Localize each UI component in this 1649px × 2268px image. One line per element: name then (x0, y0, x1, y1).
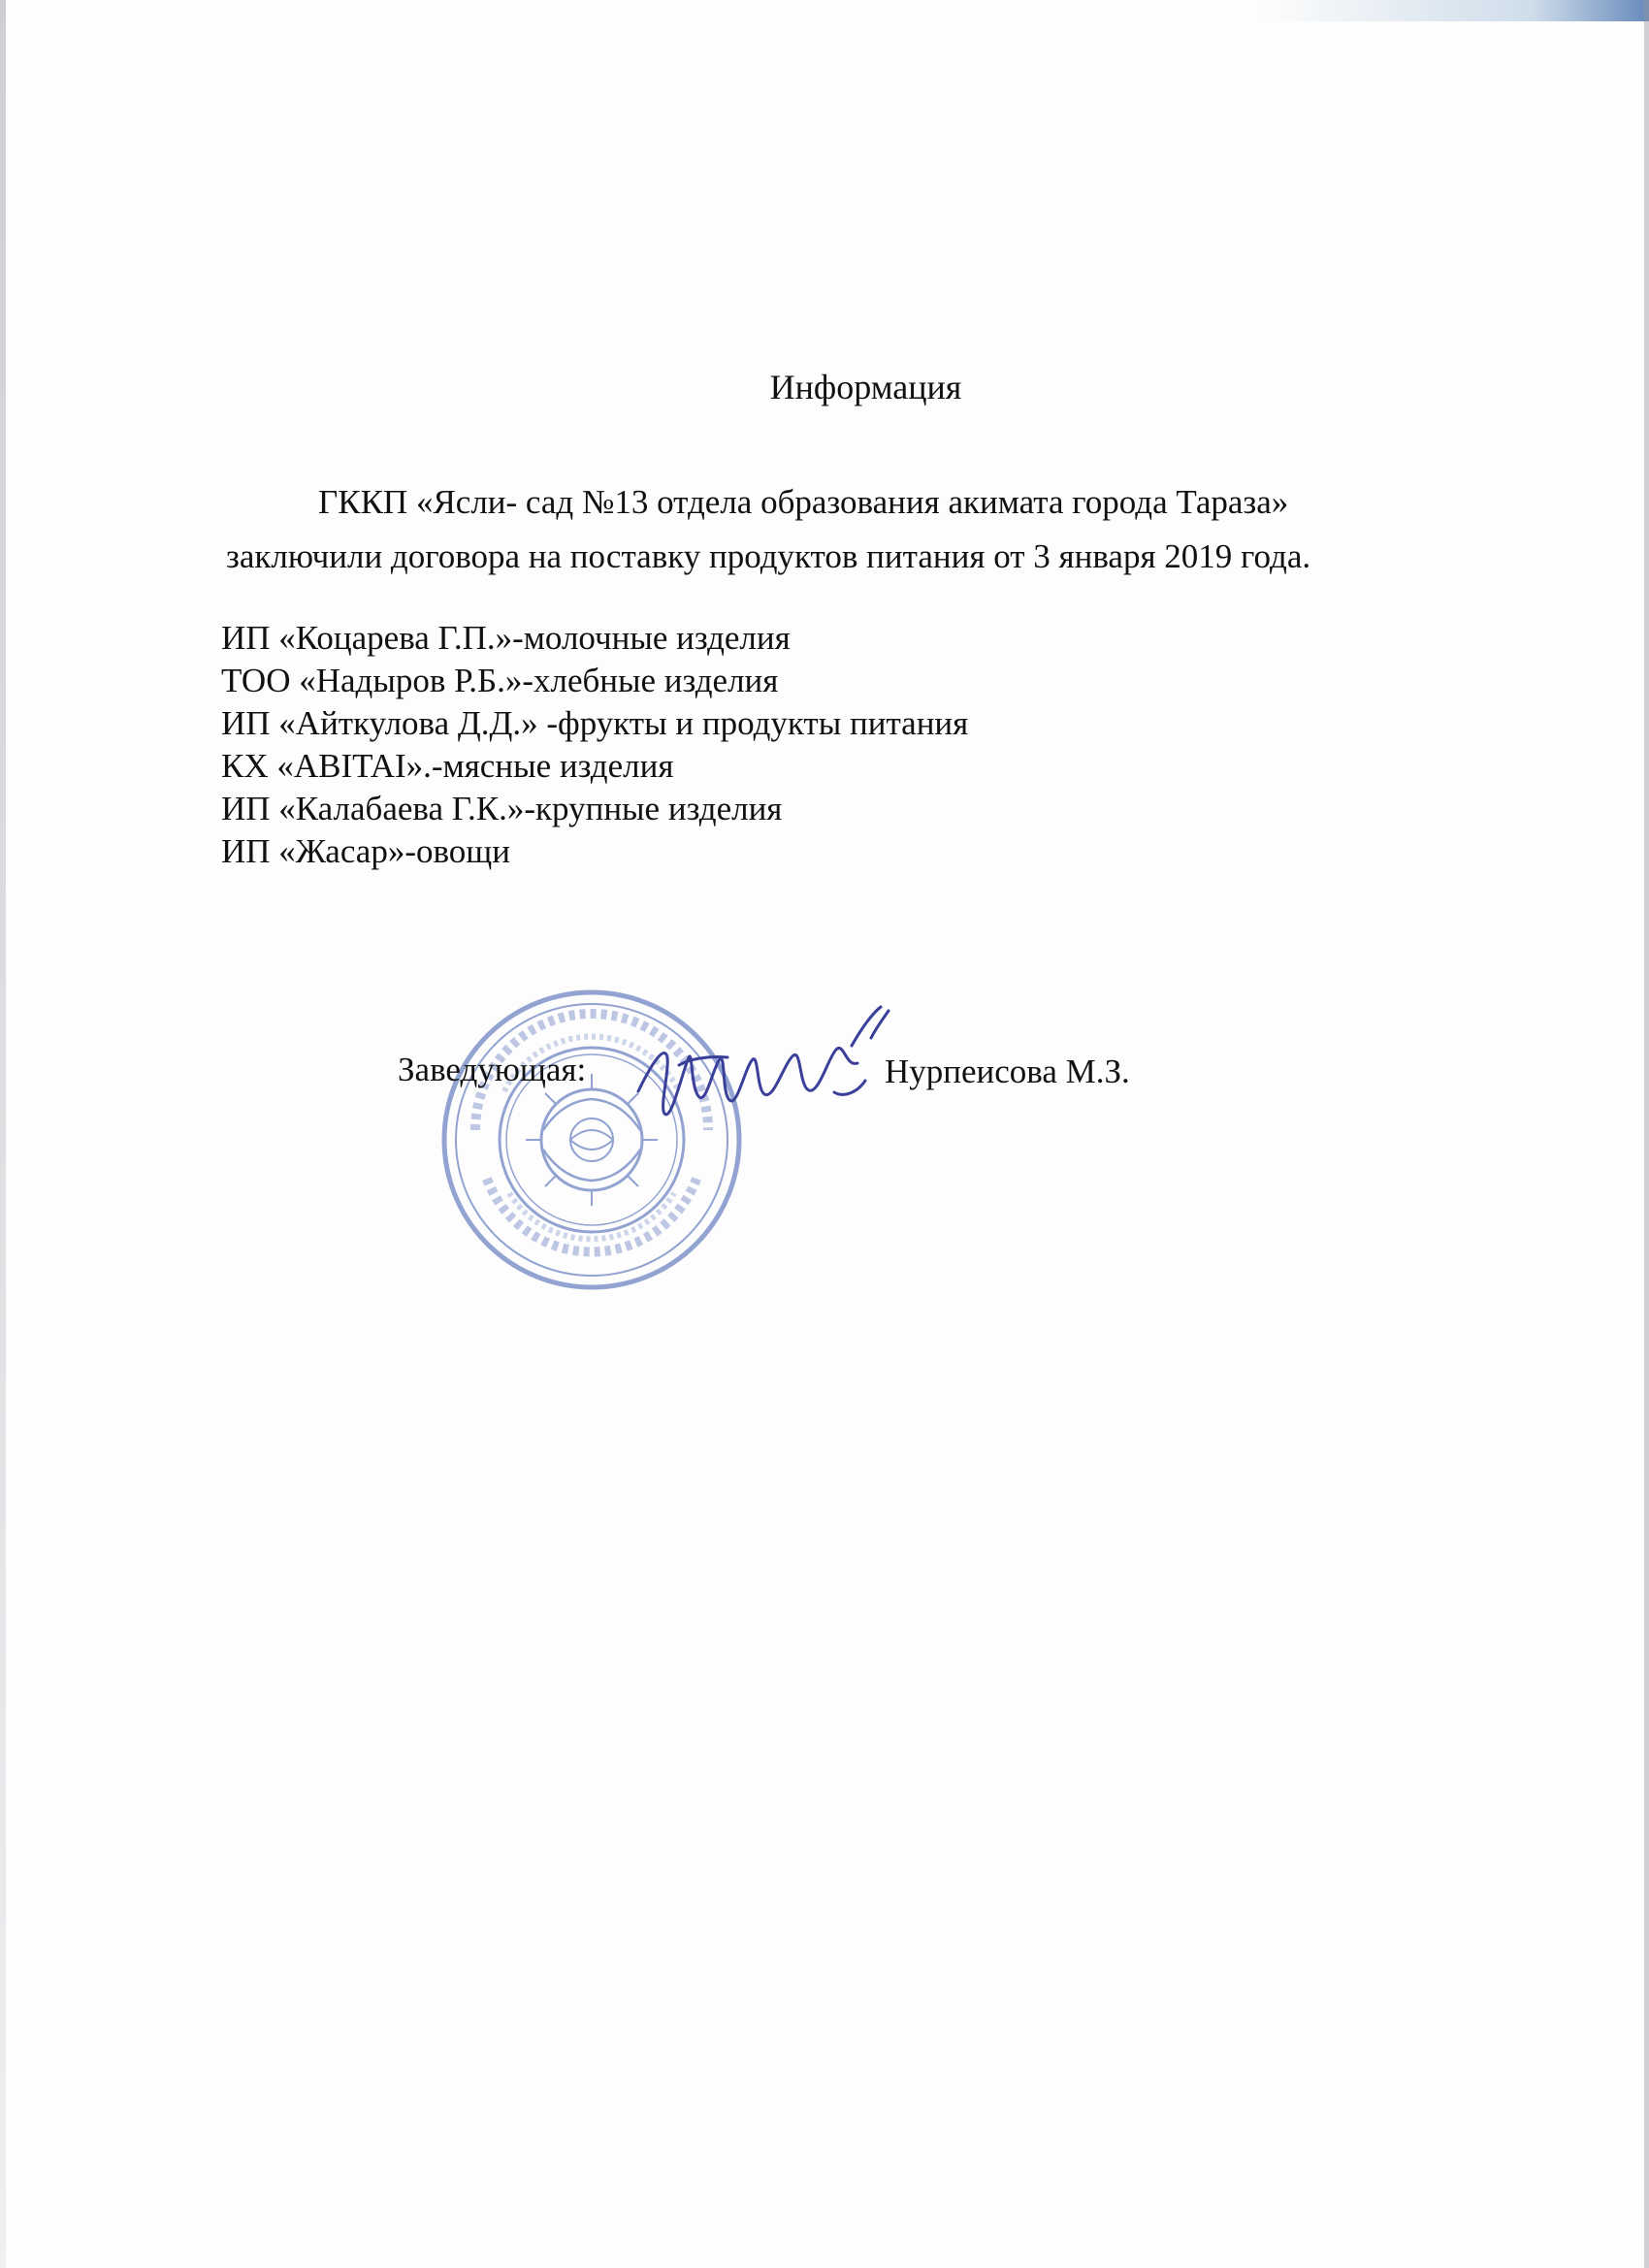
supplier-item: ИП «Калабаева Г.К.»-крупные изделия (221, 790, 783, 827)
handwritten-signature (621, 999, 922, 1145)
supplier-item: ИП «Жасар»-овощи (221, 832, 510, 870)
supplier-item: ИП «Коцарева Г.П.»-молочные изделия (221, 619, 791, 657)
document-title: Информация (769, 368, 962, 406)
supplier-item: ИП «Айткулова Д.Д.» -фрукты и продукты питания (221, 704, 969, 742)
supplier-item: КХ «ABITAI».-мясные изделия (221, 747, 674, 785)
intro-line-2: заключили договора на поставку продуктов питания от 3 января 2019 года. (226, 537, 1311, 575)
scan-edge-right (1644, 0, 1649, 2268)
supplier-list (221, 617, 968, 873)
supplier-item: ТОО «Надыров Р.Б.»-хлебные изделия (221, 662, 779, 699)
scan-edge-top (1261, 0, 1649, 21)
scan-edge-left (0, 0, 6, 2268)
signature-position: Заведующая: (398, 1051, 587, 1088)
signer-name: Нурпеисова М.З. (885, 1053, 1130, 1090)
intro-line-1: ГККП «Ясли- сад №13 отдела образования акимата города Тараза» (318, 483, 1289, 521)
